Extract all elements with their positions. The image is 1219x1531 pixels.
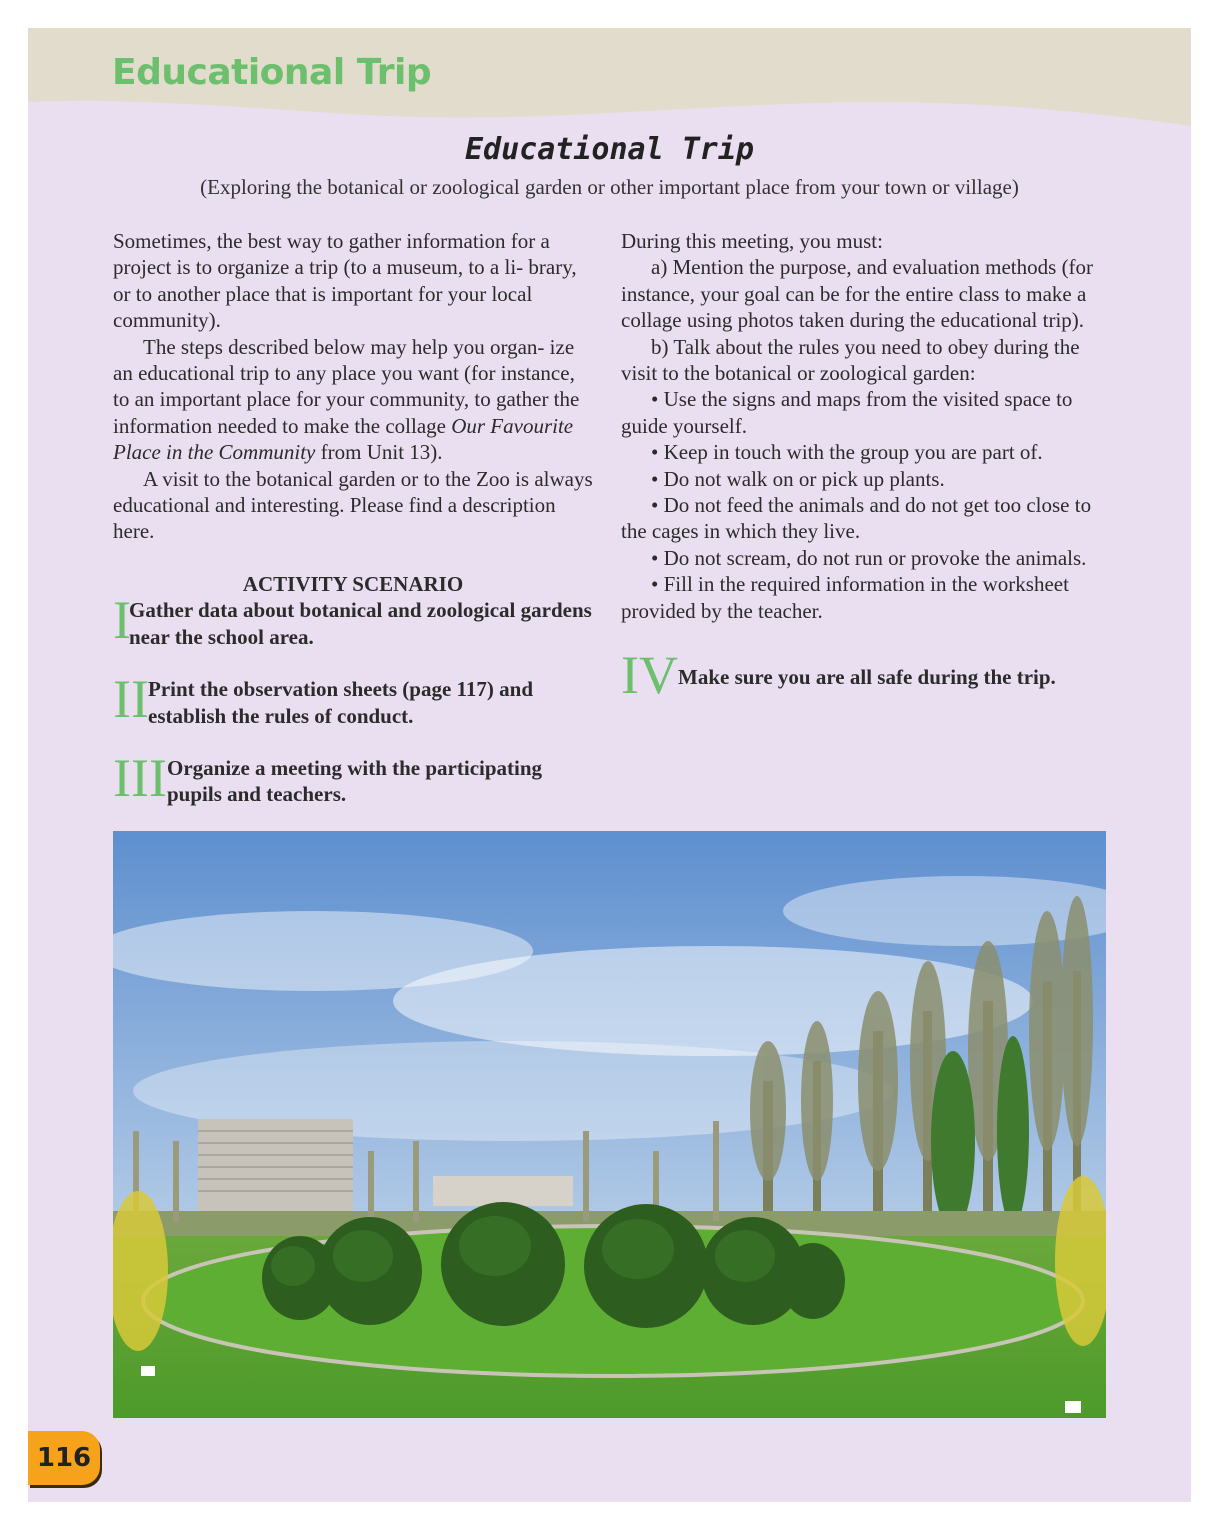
step-text: Make sure you are all safe during the trip. <box>678 665 1056 690</box>
step-4 <box>621 645 1116 706</box>
step-text: Print the observation sheets (page 117) and establish the rules of conduct. <box>148 677 533 728</box>
activity-scenario-title: ACTIVITY SCENARIO <box>242 571 464 596</box>
step-numeral: IV <box>621 645 678 706</box>
section-heading: Educational Trip <box>112 52 432 93</box>
meeting-intro: During this meeting, you must: <box>621 229 883 253</box>
step-numeral: II <box>113 669 149 730</box>
rule-item: • Use the signs and maps from the visited space to guide yourself. <box>621 387 1073 438</box>
item-b: b) Talk about the rules you need to obey during the visit to the botanical or zoological garden: <box>621 334 1080 386</box>
step-text: Gather data about botanical and zoological gardens near the school area. <box>129 598 592 649</box>
step-3 <box>113 747 593 808</box>
steps-paragraph: The steps described below may help you organ- ize an educational trip to any place you want (for instance, to an important place for your community, to gather the information needed to make the collage Our Favourite Place in the Community from Unit 13). <box>113 334 580 465</box>
step-2 <box>113 669 593 730</box>
document-title: Educational Trip <box>465 132 754 167</box>
step-text: Organize a meeting with the participating pupils and teachers. <box>167 755 543 807</box>
page <box>28 28 1191 1502</box>
rule-item: • Keep in touch with the group you are part of. <box>651 440 1043 465</box>
collage-title: Our Favourite Place in the Community <box>113 413 574 465</box>
step-numeral: I <box>113 590 131 651</box>
page-number: 116 <box>28 1431 100 1485</box>
visit-paragraph: A visit to the botanical garden or to the Zoo is always educational and interesting. Please find a description here. <box>113 466 593 544</box>
rule-item: • Do not scream, do not run or provoke the animals. <box>651 545 1087 570</box>
step-numeral: III <box>113 747 167 808</box>
item-a: a) Mention the purpose, and evaluation methods (for instance, your goal can be for the entire class to make a collage using photos taken during the educational trip). <box>621 255 1094 333</box>
left-column <box>113 228 593 808</box>
garden-photo <box>113 831 1106 1418</box>
rule-item: • Fill in the required information in the worksheet provided by the teacher. <box>621 572 1069 623</box>
step-1 <box>113 590 593 651</box>
rule-item: • Do not feed the animals and do not get too close to the cages in which they live. <box>621 493 1092 544</box>
right-column <box>621 228 1116 706</box>
rule-item: • Do not walk on or pick up plants. <box>651 466 945 491</box>
document-subtitle: (Exploring the botanical or zoological garden or other important place from your town or village) <box>200 175 1019 199</box>
intro-paragraph: Sometimes, the best way to gather information for a project is to organize a trip (to a museum, to a li- brary, or to another place that is important for your local community). <box>113 229 577 333</box>
